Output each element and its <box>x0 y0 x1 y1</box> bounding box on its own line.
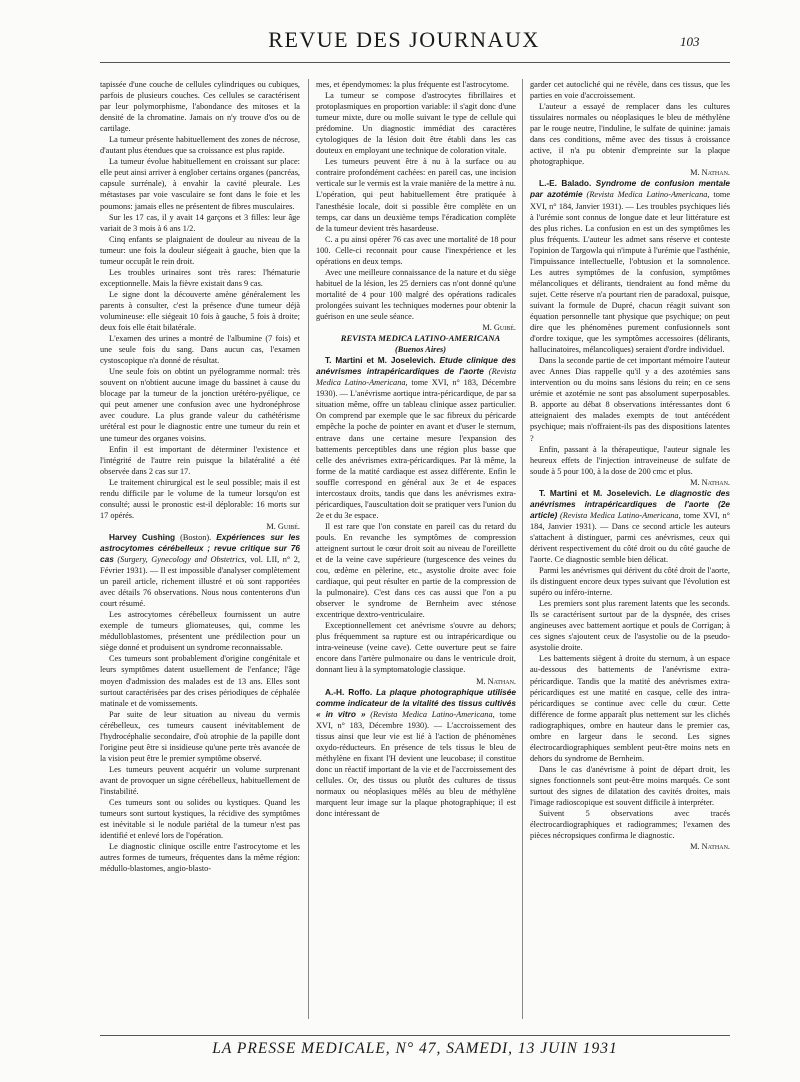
entry-text: tome XVI, n° 183, Décembre 1930). — L'accroissement des tissus ainsi que leur vie est lié à l'action de phénomènes oxydo-réducteurs. En présence de tels tissus le bleu de méthylène en fixant l'H devient une leucobase; il constitue donc un réactif important de la vie et de l'accroissement des cellules. Or, des tissus ou plutôt des cultures de tissus normaux ou néoplasiques mêlés au bleu de méthylène marquent leur image sur la plaque photographique; il est donc intéressant de <box>316 709 516 819</box>
column-divider <box>308 79 309 1019</box>
author-signature: M. Nathan. <box>476 676 516 686</box>
review-entry <box>316 355 516 521</box>
author-signature: M. Nathan. <box>690 168 730 178</box>
entry-journal: (Surgery, Gynecology and Obstetrics, <box>113 555 251 565</box>
entry-text: tome XVI, n° 184, Janvier 1931). — Les troubles psychiques liés à l'urémie sont connus de longue date et leur littérature est des plus riches. La confusion en est un des symptômes les plus fréquents. L'auteur les admet sans réserve et conteste l'opinion de Targowla qui n'impute à l'urémie que l'asthénie, l'impuissance intellectuelle, l'obtusion et la somnolence. Les autres symptômes de la confusion, symptômes mélancoliques et délirants, tiendraient au fond même du sujet. Cette réserve n'a pourtant rien de paradoxal, puisque, suivant la formule de Dupré, chacun réagit suivant son équation personnelle tant physique que psychique; on peut dire que les phénomènes purement confusionnels sont d'ordre toxique, que les symptômes accessoires (délirants, hallucinatoires, mélancoliques) seraient d'ordre individuel. <box>530 190 730 355</box>
paragraph: C. a pu ainsi opérer 76 cas avec une mortalité de 18 pour 100. Celle-ci reconnait pour cause l'inexpérience et les opérations en deux temps. <box>316 234 516 266</box>
paragraph: Ces tumeurs sont ou solides ou kystiques. Quand les tumeurs sont surtout kystiques, la récidive des symptômes est inévitable si le nodule pariétal de la tumeur n'est pas identifié et enlevé lors de l'opération. <box>100 798 300 841</box>
entry-text: vol. LII, n° 2, Février 1931). — Il est impossible d'analyser complètement un pareil article, richement illustré et où sont rapportées avec détails 76 observations. Nous nous contenterons d'un court résumé. <box>100 555 300 609</box>
paragraph: Les premiers sont plus rarement latents que les seconds. Ils se caractérisent surtout par de la dyspnée, des crises angineuses avec battement aortique et pouls de Corrigan; à ces signes s'ajoutent ceux de l'asystolie ou de la pseudo-asystolie droite. <box>530 599 730 653</box>
paragraph: tapissée d'une couche de cellules cylindriques ou cubiques, parfois de plusieurs couches. Ces cellules se caractérisent par leur polymorphisme, l'abondance des mitoses et la densité de la chromatine. Jamais on n'y trouve d'os ou de cartilage. <box>100 80 300 134</box>
paragraph: L'examen des urines a montré de l'albumine (7 fois) et une seule fois du sang. Dans aucun cas, l'examen cystoscopique n'a donné de résultat. <box>100 334 300 366</box>
entry-title: Etude clinique des anévrismes intrapéricardiques de l'aorte <box>316 355 516 377</box>
paragraph: Parmi les anévrismes qui dérivent du côté droit de l'aorte, ils distinguent encore deux types suivant que l'évolution est supéro ou inféro-interne. <box>530 566 730 598</box>
page-header-title: REVUE DES JOURNAUX <box>268 27 540 52</box>
paragraph: Les troubles urinaires sont très rares: l'hématurie exceptionnelle. Mais la fièvre existait dans 9 cas. <box>100 267 300 288</box>
entry-journal: (Revista Medica Latino-Americana, <box>316 367 516 388</box>
paragraph: Le traitement chirurgical est le seul possible; mais il est rendu difficile par le volume de la tumeur lorsqu'on est consulté; aussi le pronostic est-il déplorable: 16 morts sur 17 opérés. <box>100 477 300 520</box>
paragraph: Une seule fois on obtint un pyélogramme normal: très souvent on n'obtient aucune image du bassinet à cause du blocage par la tumeur de la jonction urétéro-pyélique, ce qui peut amener une confusion avec une hydronéphrose avec coudure. La plus grande valeur du cathétérisme urétéral est pour le diagnostic entre une tumeur du rein et une tumeur des organes voisins. <box>100 367 300 443</box>
paragraph: Cinq enfants se plaignaient de douleur au niveau de la tumeur: une fois la douleur siégeait à gauche, bien que la tumeur occupât le rein droit. <box>100 234 300 266</box>
entry-journal: (Revista Medica Latino-Americana, <box>365 709 495 719</box>
page-footer: LA PRESSE MEDICALE, N° 47, SAMEDI, 13 JUIN 1931 <box>212 1040 618 1057</box>
paragraph: Enfin, passant à la thérapeutique, l'auteur signale les heureux effets de l'injection intraveineuse de sulfate de soude à 5 pour 100, à la dose de 200 cmc et plus. <box>530 444 730 476</box>
entry-author: A.-H. Roffo. <box>325 686 373 697</box>
header-rule <box>100 62 730 63</box>
entry-title: Expériences sur les astrocytomes cérébelleux ; revue critique sur 76 cas <box>100 531 300 565</box>
paragraph: Les astrocytomes cérébelleux fournissent un autre exemple de tumeurs gliomateuses, qui, comme les médulloblastomes, présentent une prédilection pour un siège donné et produisent un syndrome reconnaissable. <box>100 610 300 653</box>
entry-title: Le diagnostic des anévrismes intrapéricardiques de l'aorte (2e article) <box>530 487 730 520</box>
review-entry <box>530 488 730 565</box>
column-divider <box>522 79 523 1019</box>
column-middle <box>316 79 516 1024</box>
entry-author: T. Martini et M. Joselevich. <box>539 487 652 498</box>
paragraph: Exceptionnellement cet anévrisme s'ouvre au dehors; plus fréquemment sa rupture est ou intrapéricardique ou intra-veineuse (veine cave). Cette ouverture peut se faire encore dans l'artère pulmonaire ou dans le ventricule droit, donnant lieu à la symptomatologie classique. <box>316 621 516 675</box>
paragraph: Ces tumeurs sont probablement d'origine congénitale et leurs symptômes datent usuellement de l'enfance; l'âge moyen d'admission des malades est de 13 ans. Elles sont surtout caractérisées par des crises périodiques de céphalée matinale et de vomissements. <box>100 654 300 708</box>
journal-section-title: REVISTA MEDICA LATINO-AMERICANA <box>340 333 501 344</box>
entry-author: L.-E. Balado. <box>539 178 592 189</box>
paragraph: Les tumeurs peuvent être à nu à la surface ou au contraire profondément cachées: en pareil cas, une incision verticale sur le vermis est la vraie manière de la mettre à nu. L'opération, qui peut habituellement être pratiquée à l'anesthésie locale, doit si possible être complète en un temps, car dans un deuxième temps l'éradication complète de la tumeur devient très hasardeuse. <box>316 157 516 233</box>
paragraph: mes, et épendymomes: la plus fréquente est l'astrocytome. <box>316 80 509 89</box>
paragraph: Les tumeurs peuvent acquérir un volume surprenant avant de provoquer un signe cérébelleux, habituellement de l'instabilité. <box>100 764 300 796</box>
paragraph: Avec une meilleure connaissance de la nature et du siège habituel de la lésion, les 25 derniers cas n'ont donné qu'une mortalité de 4 pour 100 malgré des opérations radicales prolongées suivant les techniques modernes pour obtenir la guérison en une seule séance. <box>316 267 516 321</box>
paragraph: garder cet autocliché qui ne révèle, dans ces tissus, que les parties en voie d'accroissement. <box>530 80 730 101</box>
paragraph: Sur les 17 cas, il y avait 14 garçons et 3 filles: leur âge variait de 3 mois à 6 ans 1/2. <box>100 212 300 233</box>
review-entry <box>316 687 516 820</box>
paragraph: Dans la seconde partie de cet important mémoire l'auteur avec Annes Dias rappelle qu'il y a des azotémies sans intervention ou du moins sans lésions du rein; en ce sens urémie et azotémie ne sont pas absolument superposables. B. apporte au débat 8 observations intéressantes dont 6 atteignaient des malades exempts de tout antécédent psychique; mais n'offraient-ils pas des dispositions latentes ? <box>530 356 730 443</box>
entry-title: La plaque photographique utilisée comme indicateur de la vitalité des tissus cultivés « in vitro » <box>316 686 516 719</box>
entry-journal: (Revista Medica Latino-Americana, <box>582 190 710 200</box>
column-right <box>530 79 730 1024</box>
author-signature: M. Guibé. <box>482 323 516 333</box>
page-number: 103 <box>680 34 700 49</box>
paragraph: Enfin il est important de déterminer l'existence et l'intégrité de l'autre rein puisque la bilatéralité a été observée dans 2 cas sur 17. <box>100 444 300 476</box>
paragraph: Dans le cas d'anévrisme à point de départ droit, les signes fonctionnels sont peut-être moins marqués. Ce sont surtout des signes de dilatation des cavités droites, mais l'image radioscopique est souvent difficile à interpréter. <box>530 764 730 808</box>
paragraph: L'auteur a essayé de remplacer dans les cultures tissulaires normales ou néoplasiques le bleu de méthylène par le rouge neutre, l'induline, le sulfate de quinine: jamais dans ces conditions, même avec des tissus à croissance active, il n'a pu obtenir d'empreinte sur la plaque photographique. <box>530 102 730 167</box>
journal-section-subtitle: (Buenos Aires) <box>394 345 447 355</box>
author-signature: M. Nathan. <box>690 842 730 852</box>
entry-author: T. Martini et M. Joselevich. <box>325 355 436 366</box>
paragraph: La tumeur se compose d'astrocytes fibrillaires et protoplasmiques en proportion variable: il s'agit donc d'une tumeur mixte, dure ou molle suivant le type de cellule qui prédomine. Un diagnostic immédiat des caractères cytologiques de la lésion doit être établi dans les cas douteux en employant une technique de coloration vitale. <box>316 91 516 156</box>
paragraph: Il est rare que l'on constate en pareil cas du retard du pouls. En revanche les symptômes de compression atteignent surtout le cœur droit soit au niveau de l'oreillette et de la veine cave supérieure (turgescence des veines du cou, œdème en pèlerine, etc., asystolie droite avec foie cardiaque, qui peut résulter en partie de la compression de la pulmonaire). C'est dans ces cas aussi que l'on a pu observer le syndrome de Bernheim avec sténose excentrique dextro-ventriculaire. <box>316 521 516 620</box>
entry-text: tome XVI, n° 183, Décembre 1930). — L'anévrisme aortique intra-péricardique, de par sa situation même, offre un tableau clinique assez particulier. On comprend par exemple que le sac fibreux du péricarde empêche la poche de pointer en avant et d'user le sternum, entrave dans une certaine mesure l'expansion des battements perceptibles dans une région plus basse que celle des anévrismes extra-péricardiques. Par là même, la forme de la matité cardiaque est assez différente. Enfin le souffle correspond en général aux 3e et 4e espaces intercostaux droits, tandis que dans les anévrismes extra-péricardiques, l'auscultation doit se pratiquer vers l'union du 2e et du 3e espace. <box>316 378 516 520</box>
entry-title: Syndrome de confusion mentale par azotémie <box>530 178 730 200</box>
paragraph: La tumeur présente habituellement des zones de nécrose, d'autant plus étendues que sa croissance est plus rapide. <box>100 135 300 156</box>
paragraph: Par suite de leur situation au niveau du vermis cérébelleux, ces tumeurs causent inévitablement de l'hydrocéphalie secondaire, d'où atrophie de la papille dont l'origine peut être si insidieuse qu'une perte très avancée de la vision peut être le premier symptôme observé. <box>100 709 300 763</box>
author-signature: M. Nathan. <box>690 477 730 487</box>
entry-place: (Boston). <box>175 532 217 542</box>
entry-author: Harvey Cushing <box>109 531 176 542</box>
paragraph: Les battements siègent à droite du sternum, à un espace au-dessous des battements de l'anévrisme extra-péricardique. Tandis que la matité des anévrismes extra-péricardiques est une matité en casque, celle des intra-péricardiques se continue avec celle du cœur. Cette différence de forme apparaît plus nettement sur les clichés radiographiques, ombre en hauteur dans le premier cas, ombre en largeur dans le second. Les signes électrocardiographiques semblent peut-être moins nets en dehors du syndrome de Bernheim. <box>530 654 730 763</box>
author-signature: M. Guibé. <box>266 521 300 531</box>
paragraph: Le signe dont la découverte amène généralement les parents à consulter, c'est la présence d'une tumeur déjà volumineuse: elle siégeait 10 fois à gauche, 5 fois à droite; deux fois elle était bilatérale. <box>100 289 300 333</box>
paragraph: La tumeur évolue habituellement en croissant sur place: elle peut ainsi arriver à englober certains organes (pancréas, capsule surrénale), à envahir la cavité pleurale. Les métastases par voie vasculaire se font dans le foie et les poumons: jamais elles ne présentent de fibres musculaires. <box>100 157 300 211</box>
footer-rule <box>100 1035 730 1036</box>
review-entry <box>530 178 730 355</box>
entry-journal: (Revista Medica Latino-Americana, <box>557 510 681 520</box>
column-left <box>100 79 300 1024</box>
entry-text: tome XVI, n° 184, Janvier 1931). — Dans ce second article les auteurs s'attachent à distinguer, parmi ces anévrismes, ceux qui dérivent respectivement du côté droit ou du côté gauche de l'aorte. Ce diagnostic semble bien délicat. <box>530 510 730 565</box>
review-entry <box>100 532 300 609</box>
paragraph: Le diagnostic clinique oscille entre l'astrocytome et les autres formes de tumeurs, fréquentes dans la même région: médullo-blastomes, angio-blasto- <box>100 842 300 874</box>
paragraph: Suivent 5 observations avec tracés électrocardiographiques et radiogrammes; l'examen des pièces nécropsiques confirma le diagnostic. <box>530 809 730 841</box>
